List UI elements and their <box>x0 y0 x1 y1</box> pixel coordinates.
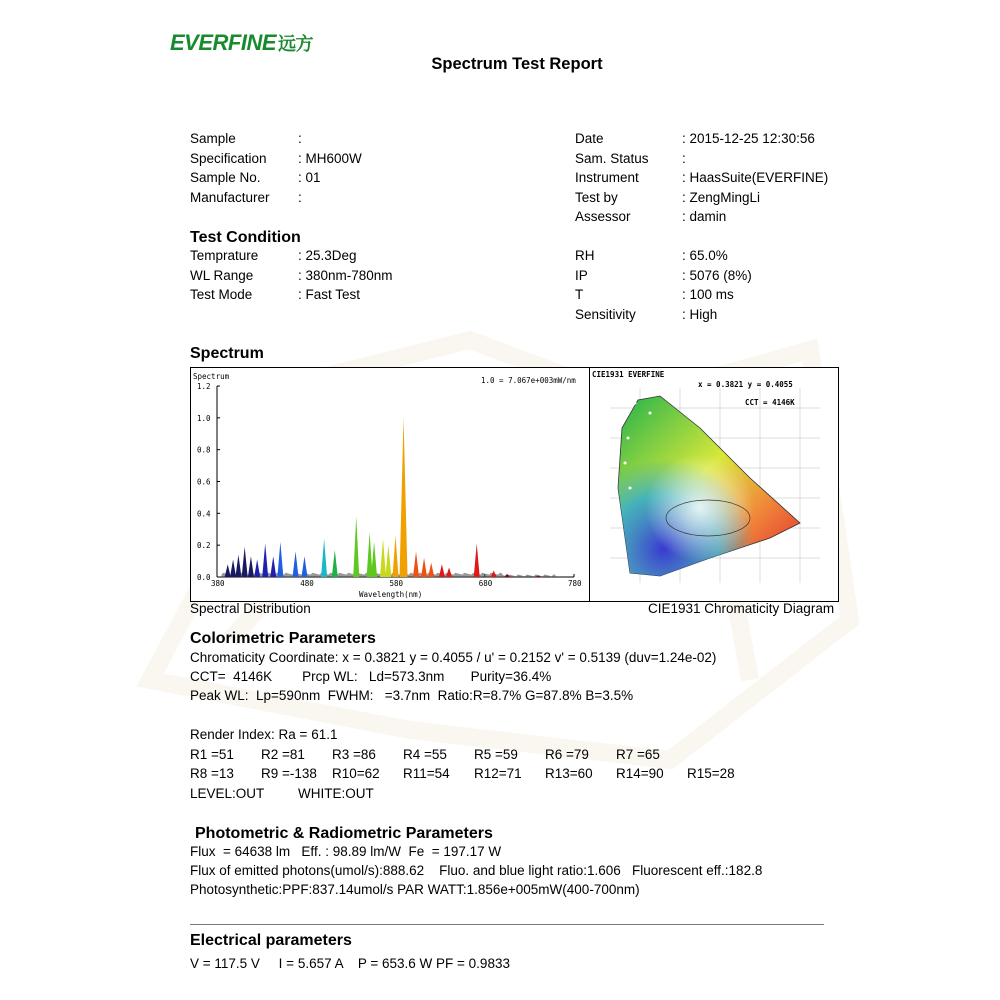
y-tick-label: 0.8 <box>197 445 211 455</box>
spectrum-chart <box>191 368 590 601</box>
r-value: R6 =79 <box>545 747 589 762</box>
cie-diagram-frame <box>589 367 839 602</box>
x-tick-label: 680 <box>478 579 493 588</box>
r-value: R8 =13 <box>190 766 234 781</box>
info-left-value: : 01 <box>298 170 321 185</box>
info-left-value: : <box>298 189 302 205</box>
test-condition-value: : 25.3Deg <box>298 248 357 263</box>
test-condition-value: : 380nm-780nm <box>298 267 393 283</box>
cie-white-region <box>618 396 800 576</box>
test-condition-label: Temprature <box>190 248 259 263</box>
r-value: R13=60 <box>545 766 593 781</box>
info-left-label: Manufacturer <box>190 189 270 205</box>
cie-diagram <box>590 368 838 601</box>
info-right-label: Assessor <box>575 209 631 224</box>
x-axis-label: Wavelength(nm) <box>359 590 423 599</box>
spectrum-peak <box>242 547 248 577</box>
scale-note: 1.0 = 7.067e+003mW/nm <box>481 376 576 385</box>
x-tick-label: 780 <box>568 579 582 588</box>
test-condition-value: : High <box>682 306 718 322</box>
info-right-label: Date <box>575 131 604 146</box>
y-tick-label: 0.0 <box>197 573 211 582</box>
peak-line: Peak WL: Lp=590nm FWHM: =3.7nm Ratio:R=8.7% G=87.8% B=3.5% <box>190 688 634 703</box>
y-tick-label: 1.0 <box>197 413 211 423</box>
spectrum-peak <box>321 539 327 577</box>
spectrum-peak <box>380 539 386 577</box>
spectrum-peak <box>421 558 427 577</box>
spectrum-peak <box>371 542 377 577</box>
spectrum-peak <box>293 552 299 577</box>
r-value: R12=71 <box>474 766 522 781</box>
info-left-value: : MH600W <box>298 150 362 166</box>
spectrum-peak <box>446 567 452 577</box>
chromaticity-line: Chromaticity Coordinate: x = 0.3821 y = 0.4055 / u' = 0.2152 v' = 0.5139 (duv=1.24e-02) <box>190 650 717 665</box>
spectrum-caption-left: Spectral Distribution <box>190 601 311 616</box>
x-tick-label: 480 <box>300 579 314 588</box>
spectrum-peak <box>413 552 419 577</box>
r-value: R9 =-138 <box>261 766 317 781</box>
r-value: R10=62 <box>332 766 380 781</box>
spectrum-peak <box>230 559 236 577</box>
info-right-label: Sam. Status <box>575 150 649 166</box>
divider <box>190 924 824 925</box>
spectrum-peak <box>235 555 241 577</box>
test-condition-heading: Test Condition <box>190 229 301 246</box>
spectrum-peak <box>428 563 434 577</box>
cct-line: CCT= 4146K Prcp WL: Ld=573.3nm Purity=36.4% <box>190 669 552 684</box>
spectrum-caption-right: CIE1931 Chromaticity Diagram <box>648 601 835 616</box>
spectrum-peak <box>332 550 338 577</box>
spectrum-peak <box>248 556 254 577</box>
spectrum-peak <box>353 517 359 577</box>
r-value: R4 =55 <box>403 747 447 762</box>
electrical-heading: Electrical parameters <box>190 932 352 949</box>
white-status: WHITE:OUT <box>298 786 374 801</box>
test-condition-value: : 100 ms <box>682 287 734 302</box>
test-condition-label: T <box>575 287 584 302</box>
cie-title: CIE1931 EVERFINE <box>592 370 665 379</box>
test-condition-label: Test Mode <box>190 287 253 302</box>
r-value: R7 =65 <box>616 747 660 762</box>
info-right-label: Test by <box>575 189 618 205</box>
y-tick-label: 0.4 <box>197 509 211 519</box>
spectrum-heading: Spectrum <box>190 345 264 362</box>
brand-cn: 远方 <box>278 34 314 54</box>
r-value: R15=28 <box>687 766 735 781</box>
brand-name: EVERFINE <box>170 30 277 55</box>
r-value: R3 =86 <box>332 747 376 762</box>
spectrum-peak <box>270 556 276 577</box>
photometric-heading: Photometric & Radiometric Parameters <box>195 825 493 842</box>
info-left-label: Sample <box>190 131 236 146</box>
photon-line: Flux of emitted photons(umol/s):888.62 Fluo. and blue light ratio:1.606 Fluorescent eff.:182.8 <box>190 863 763 878</box>
spectrum-peak <box>474 544 480 577</box>
electrical-line: V = 117.5 V I = 5.657 A P = 653.6 W PF = 0.9833 <box>190 956 510 971</box>
y-tick-label: 0.6 <box>197 477 211 487</box>
render-index: Render Index: Ra = 61.1 <box>190 727 338 742</box>
brand-logo <box>170 30 313 56</box>
r-value: R1 =51 <box>190 747 234 762</box>
info-right-value: : HaasSuite(EVERFINE) <box>682 170 829 185</box>
r-value: R14=90 <box>616 766 664 781</box>
y-tick-label: 1.2 <box>197 382 211 391</box>
info-right-value: : <box>682 150 686 166</box>
page-title: Spectrum Test Report <box>431 55 603 73</box>
test-condition-label: IP <box>575 267 588 283</box>
chart-title: Spectrum <box>193 372 230 381</box>
colorimetric-heading: Colorimetric Parameters <box>190 630 376 647</box>
test-condition-label: Sensitivity <box>575 306 636 322</box>
spectrum-peak <box>393 536 399 577</box>
info-left-label: Sample No. <box>190 170 261 185</box>
test-condition-value: : Fast Test <box>298 287 361 302</box>
r-value: R5 =59 <box>474 747 518 762</box>
spectrum-peak <box>301 556 307 577</box>
cie-cct: CCT = 4146K <box>745 398 795 407</box>
cie-coord: x = 0.3821 y = 0.4055 <box>698 380 793 389</box>
info-left-label: Specification <box>190 150 267 166</box>
spectrum-peak <box>439 564 445 577</box>
spectrum-peak <box>277 542 283 577</box>
flux-line: Flux = 64638 lm Eff. : 98.89 lm/W Fe = 197.17 W <box>190 844 502 859</box>
test-condition-value: : 65.0% <box>682 248 728 263</box>
photosynthetic-line: Photosynthetic:PPF:837.14umol/s PAR WATT:1.856e+005mW(400-700nm) <box>190 882 640 897</box>
level-status: LEVEL:OUT <box>190 786 265 801</box>
test-condition-label: WL Range <box>190 267 254 283</box>
spectrum-peak <box>400 418 408 577</box>
spectrum-peak <box>262 544 268 577</box>
spectrum-peak <box>254 559 260 577</box>
info-right-value: : 2015-12-25 12:30:56 <box>682 131 815 146</box>
info-left-value: : <box>298 131 302 146</box>
r-value: R2 =81 <box>261 747 305 762</box>
info-right-value: : ZengMingLi <box>682 189 761 205</box>
x-tick-label: 580 <box>389 579 404 588</box>
info-right-value: : damin <box>682 209 727 224</box>
test-condition-label: RH <box>575 248 595 263</box>
test-condition-value: : 5076 (8%) <box>682 267 752 283</box>
r-value: R11=54 <box>403 766 450 781</box>
y-tick-label: 0.2 <box>197 541 211 551</box>
info-right-label: Instrument <box>575 170 639 185</box>
spectrum-peak <box>225 564 231 577</box>
spectrum-chart-frame <box>190 367 591 602</box>
x-tick-label: 380 <box>211 579 225 588</box>
spectrum-peak <box>385 545 391 577</box>
